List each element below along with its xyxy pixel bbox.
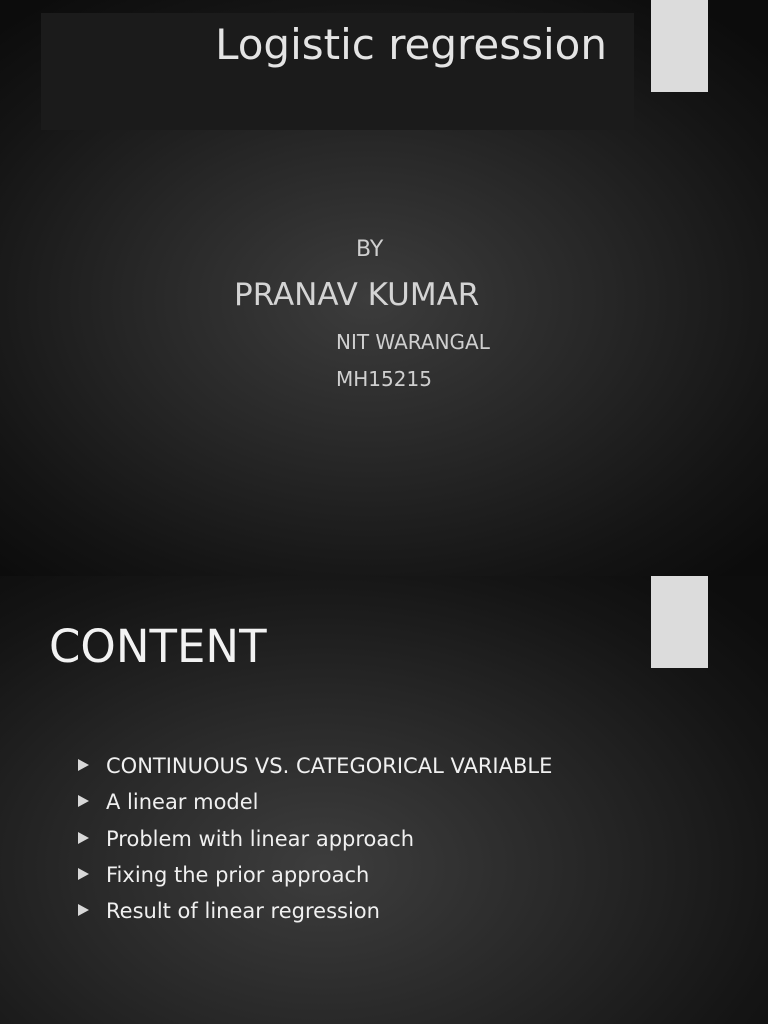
by-label: BY — [356, 237, 384, 262]
roll-number: MH15215 — [336, 367, 432, 391]
triangle-right-icon — [78, 832, 89, 844]
bullet-text: Problem with linear approach — [106, 826, 415, 851]
bullet-text: CONTINUOUS VS. CATEGORICAL VARIABLE — [106, 754, 553, 778]
bullet-text: Result of linear regression — [106, 899, 380, 924]
decorative-tab — [651, 0, 708, 92]
bullet-text: A linear model — [106, 790, 259, 815]
decorative-tab — [651, 576, 708, 668]
triangle-right-icon — [78, 759, 89, 771]
triangle-right-icon — [78, 868, 89, 880]
content-slide — [0, 576, 768, 1024]
content-heading: CONTENT — [49, 620, 267, 673]
slide-title: Logistic regression — [215, 20, 607, 69]
institution-name: NIT WARANGAL — [336, 330, 490, 354]
triangle-right-icon — [78, 904, 89, 916]
author-name: PRANAV KUMAR — [234, 277, 480, 313]
bullet-text: Fixing the prior approach — [106, 862, 370, 887]
triangle-right-icon — [78, 795, 89, 807]
